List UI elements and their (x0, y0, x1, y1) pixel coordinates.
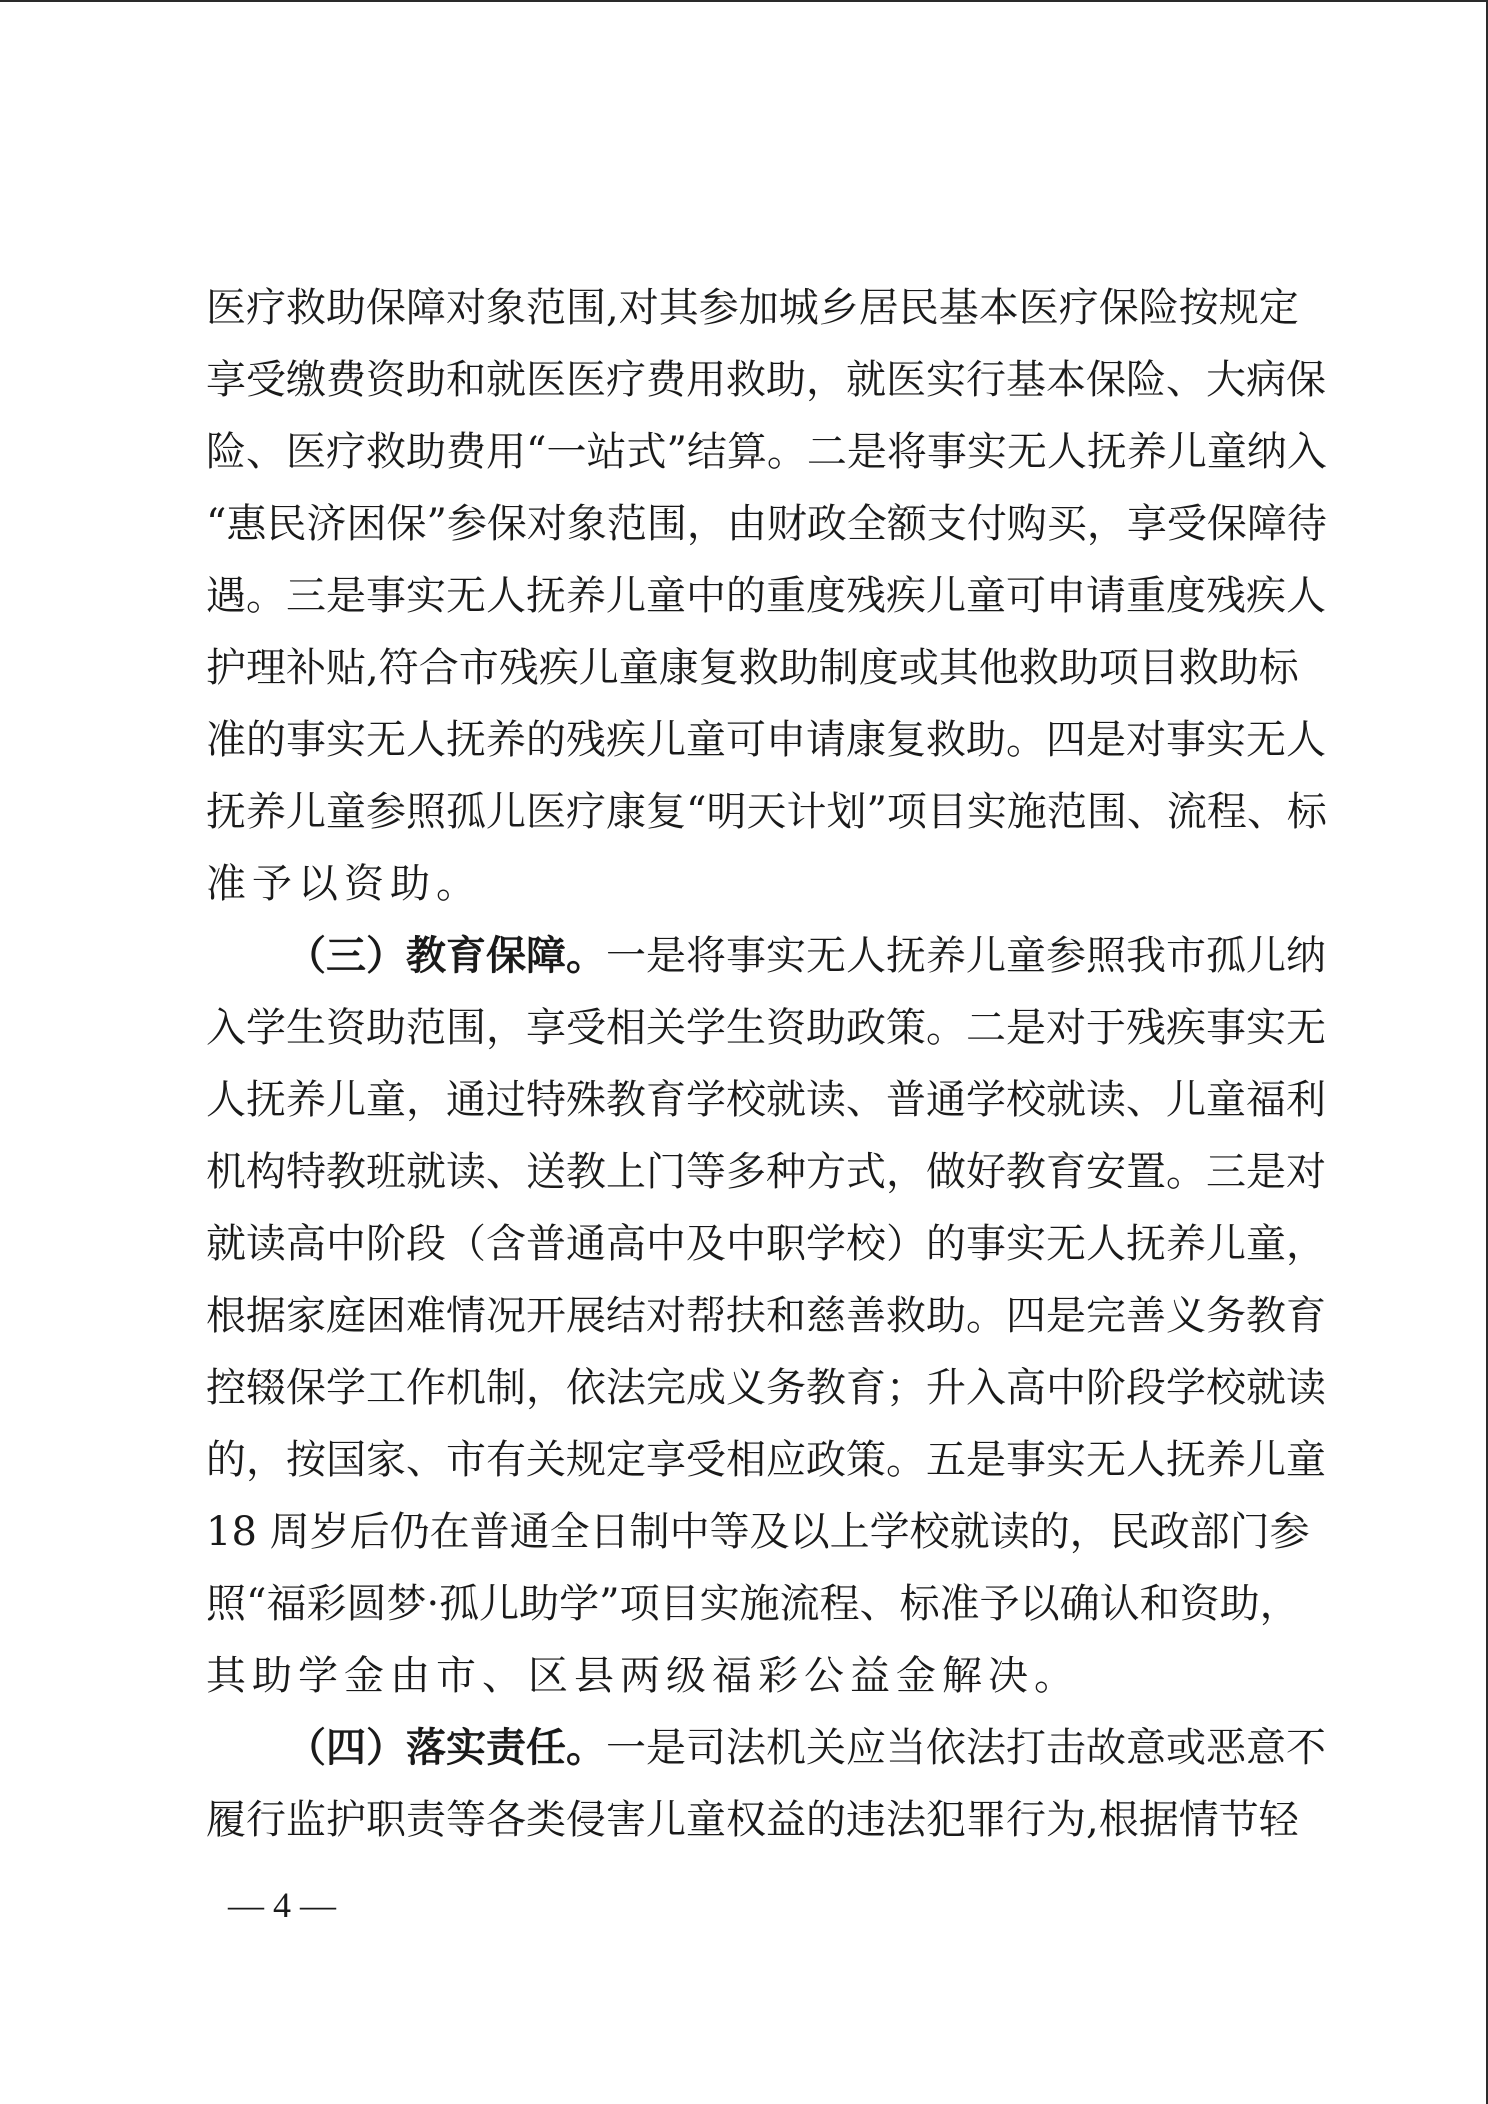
text-line (206, 992, 1326, 1064)
text-line (206, 1568, 1300, 1640)
line-text: 入学生资助范围，享受相关学生资助政策。二是对于残疾事实无 (206, 1005, 1326, 1051)
text-line (206, 1784, 1299, 1856)
line-text: “惠民济困保”参保对象范围，由财政全额支付购买，享受保障待 (206, 501, 1327, 547)
line-text: 抚养儿童参照孤儿医疗康复“明天计划”项目实施范围、流程、标 (206, 789, 1327, 835)
text-line (206, 632, 1299, 704)
text-line (206, 1424, 1326, 1496)
text-line (206, 1208, 1326, 1280)
text-line (206, 1064, 1326, 1136)
line-text: 医疗救助保障对象范围,对其参加城乡居民基本医疗保险按规定 (206, 285, 1299, 331)
page-top-border (0, 0, 1488, 2)
line-text: 机构特教班就读、送教上门等多种方式，做好教育安置。三是对 (206, 1149, 1326, 1195)
text-line (206, 1352, 1326, 1424)
text-line (206, 344, 1326, 416)
text-line (206, 560, 1326, 632)
section-heading: （四）落实责任。 (286, 1724, 606, 1771)
text-line (206, 1496, 1310, 1568)
line-text (206, 920, 1326, 992)
text-line (206, 272, 1299, 344)
text-line (206, 848, 1296, 920)
line-text: 就读高中阶段（含普通高中及中职学校）的事实无人抚养儿童， (206, 1221, 1326, 1267)
line-text: 护理补贴,符合市残疾儿童康复救助制度或其他救助项目救助标 (206, 645, 1299, 691)
document-body (206, 272, 1327, 1856)
line-text: 控辍保学工作机制，依法完成义务教育；升入高中阶段学校就读 (206, 1365, 1326, 1411)
line-text: 根据家庭困难情况开展结对帮扶和慈善救助。四是完善义务教育 (206, 1293, 1326, 1339)
line-text: 准的事实无人抚养的残疾儿童可申请康复救助。四是对事实无人 (206, 717, 1326, 763)
line-text: 其助学金由市、区县两级福彩公益金解决。 (206, 1653, 1080, 1699)
text-line (206, 1640, 1296, 1712)
heading-rest-text: 一是司法机关应当依法打击故意或恶意不 (606, 1725, 1326, 1771)
line-text: 遇。三是事实无人抚养儿童中的重度残疾儿童可申请重度残疾人 (206, 573, 1326, 619)
line-text: 履行监护职责等各类侵害儿童权益的违法犯罪行为,根据情节轻 (206, 1797, 1299, 1843)
line-text: 准予以资助。 (206, 861, 482, 907)
section-heading: （三）教育保障。 (286, 932, 606, 979)
line-text: 的，按国家、市有关规定享受相应政策。五是事实无人抚养儿童 (206, 1437, 1326, 1483)
paragraph-first-line (206, 1712, 1326, 1784)
text-line (206, 1136, 1326, 1208)
text-line (206, 776, 1327, 848)
text-line (206, 488, 1327, 560)
line-text: 照“福彩圆梦·孤儿助学”项目实施流程、标准予以确认和资助， (206, 1581, 1300, 1627)
text-line (206, 416, 1327, 488)
line-text (206, 1712, 1326, 1784)
line-text: 18 周岁后仍在普通全日制中等及以上学校就读的，民政部门参 (206, 1509, 1310, 1555)
line-text: 险、医疗救助费用“一站式”结算。二是将事实无人抚养儿童纳入 (206, 429, 1327, 475)
line-text: 享受缴费资助和就医医疗费用救助，就医实行基本保险、大病保 (206, 357, 1326, 403)
line-text: 人抚养儿童，通过特殊教育学校就读、普通学校就读、儿童福利 (206, 1077, 1326, 1123)
text-line (206, 1280, 1326, 1352)
text-line (206, 704, 1326, 776)
heading-rest-text: 一是将事实无人抚养儿童参照我市孤儿纳 (606, 933, 1326, 979)
page-number: — 4 — (228, 1885, 336, 1925)
paragraph-first-line (206, 920, 1326, 992)
